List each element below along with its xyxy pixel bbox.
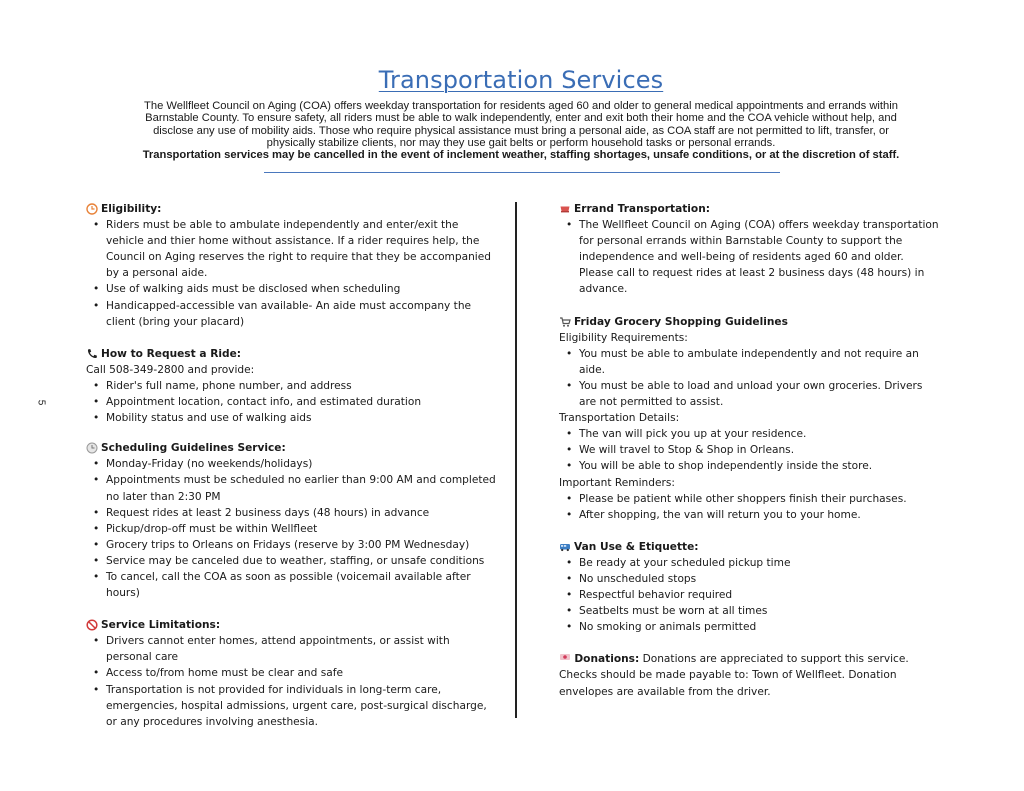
van-etiquette-section (559, 539, 939, 636)
page-title: Transportation Services (378, 66, 664, 94)
list-item: • Drivers cannot enter homes, attend appointments, or assist with personal care (106, 633, 498, 665)
page-number: 5 (35, 399, 47, 406)
limitations-heading: Service Limitations: (101, 619, 221, 632)
list-item: • After shopping, the van will return you to your home. (579, 507, 939, 523)
van-list (559, 555, 939, 635)
intro-line: The Wellfleet Council on Aging (COA) offers weekday transportation for residents aged 60 and older to general medical appointments and errands within (144, 100, 898, 112)
van-heading-row (559, 539, 939, 555)
list-item: • Riders must be able to ambulate independently and enter/exit the vehicle and thier home without assistance. If a rider requires help, the Council on Aging reserves the right to require that they be accompanied by a personal aide. (106, 217, 498, 281)
eligibility-list (86, 217, 498, 330)
shopping-bag-icon (559, 203, 571, 215)
scheduling-heading-row (86, 440, 498, 456)
errand-heading-row (559, 201, 939, 217)
list-item: • Grocery trips to Orleans on Fridays (reserve by 3:00 PM Wednesday) (106, 537, 498, 553)
list-item: • No unscheduled stops (579, 571, 939, 587)
list-item: • We will travel to Stop & Shop in Orleans. (579, 442, 939, 458)
grocery-section (559, 314, 939, 523)
intro-line: physically stabilize clients, nor may they use gait belts or perform household tasks or personal errands. (266, 136, 776, 149)
list-item: • You must be able to ambulate independently and not require an aide. (579, 346, 939, 378)
list-item: • Transportation is not provided for individuals in long-term care, emergencies, hospital admissions, urgent care, post-surgical discharge, or any procedures involving anesthesia. (106, 682, 498, 730)
intro-line: disclose any use of mobility aids. Those who require physical assistance must bring a personal aide, as COA staff are not permitted to lift, transfer, or (153, 124, 889, 137)
limitations-list (86, 633, 498, 730)
list-item: • Seatbelts must be worn at all times (579, 603, 939, 619)
list-item: • Appointment location, contact info, and estimated duration (106, 394, 498, 410)
eligibility-heading-row (86, 201, 498, 217)
list-item: • Be ready at your scheduled pickup time (579, 555, 939, 571)
limitations-section (86, 617, 498, 730)
errand-section (559, 201, 939, 298)
intro-line: Barnstable County. To ensure safety, all riders must be able to walk independently, enter and exit both their home and the COA vehicle without help, and (145, 112, 897, 125)
list-item: • No smoking or animals permitted (579, 619, 939, 635)
list-item: • Request rides at least 2 business days (48 hours) in advance (106, 505, 498, 521)
list-item: • Monday-Friday (no weekends/holidays) (106, 456, 498, 472)
eligibility-section (86, 201, 498, 330)
calendar-clock-icon (86, 442, 98, 454)
list-item: • Pickup/drop-off must be within Wellfleet (106, 521, 498, 537)
phone-icon (86, 348, 98, 360)
clock-icon (86, 203, 98, 215)
left-column (86, 201, 498, 730)
list-item: • You will be able to shop independently inside the store. (579, 458, 939, 474)
grocery-reminders-list (559, 491, 939, 523)
intro-paragraph (96, 100, 946, 161)
list-item: • Mobility status and use of walking aids (106, 410, 498, 426)
donation-jar-icon (559, 651, 571, 663)
donations-section (559, 651, 939, 699)
list-item: • Handicapped-accessible van available- An aide must accompany the client (bring your placard) (106, 298, 498, 330)
request-heading-row (86, 346, 498, 362)
scheduling-heading: Scheduling Guidelines Service: (101, 442, 286, 455)
van-icon (559, 541, 571, 553)
right-column (559, 201, 939, 700)
list-item: • Please be patient while other shoppers finish their purchases. (579, 491, 939, 507)
limitations-heading-row (86, 617, 498, 633)
prohibited-icon (86, 619, 98, 631)
list-item: • Service may be canceled due to weather, staffing, or unsafe conditions (106, 553, 498, 569)
errand-list (559, 217, 939, 297)
errand-heading: Errand Transportation: (574, 203, 710, 215)
eligibility-heading: Eligibility: (101, 203, 162, 215)
eligibility-requirements-label: Eligibility Requirements: (559, 331, 688, 344)
list-item: • Appointments must be scheduled no earlier than 9:00 AM and completed no later than 2:30 PM (106, 472, 498, 504)
list-item: • To cancel, call the COA as soon as possible (voicemail available after hours) (106, 569, 498, 601)
title-divider (264, 172, 780, 173)
list-item: • Use of walking aids must be disclosed when scheduling (106, 281, 498, 297)
important-reminders-label: Important Reminders: (559, 476, 675, 489)
grocery-details-list (559, 426, 939, 474)
grocery-heading: Friday Grocery Shopping Guidelines (574, 315, 788, 328)
scheduling-section (86, 440, 498, 601)
list-item: • The Wellfleet Council on Aging (COA) offers weekday transportation for personal errands within Barnstable County to support the independence and well-being of residents aged 60 and older. Please call to request rides at least 2 business days (48 hours) in advance. (579, 217, 939, 297)
list-item: • The van will pick you up at your residence. (579, 426, 939, 442)
list-item: • Rider's full name, phone number, and address (106, 378, 498, 394)
request-ride-section (86, 346, 498, 426)
scheduling-list (86, 456, 498, 601)
grocery-heading-row (559, 314, 939, 330)
list-item: • You must be able to load and unload your own groceries. Drivers are not permitted to assist. (579, 378, 939, 410)
grocery-eligibility-list (559, 346, 939, 410)
request-list (86, 378, 498, 426)
cancellation-notice: Transportation services may be cancelled in the event of inclement weather, staffing shortages, unsafe conditions, or at the discretion of staff. (142, 149, 900, 162)
request-heading: How to Request a Ride: (101, 347, 241, 360)
list-item: • Access to/from home must be clear and safe (106, 665, 498, 681)
donations-text: Donations are appreciated to support this service. Checks should be made payable to: Town of Wellfleet. Donation envelopes are available from the driver. (559, 653, 909, 698)
request-intro: Call 508-349-2800 and provide: (86, 363, 255, 376)
shopping-cart-icon (559, 316, 571, 328)
van-heading: Van Use & Etiquette: (574, 540, 699, 553)
list-item: • Respectful behavior required (579, 587, 939, 603)
donations-label: Donations: (574, 653, 640, 666)
column-divider (515, 202, 517, 718)
transportation-details-label: Transportation Details: (559, 412, 680, 425)
